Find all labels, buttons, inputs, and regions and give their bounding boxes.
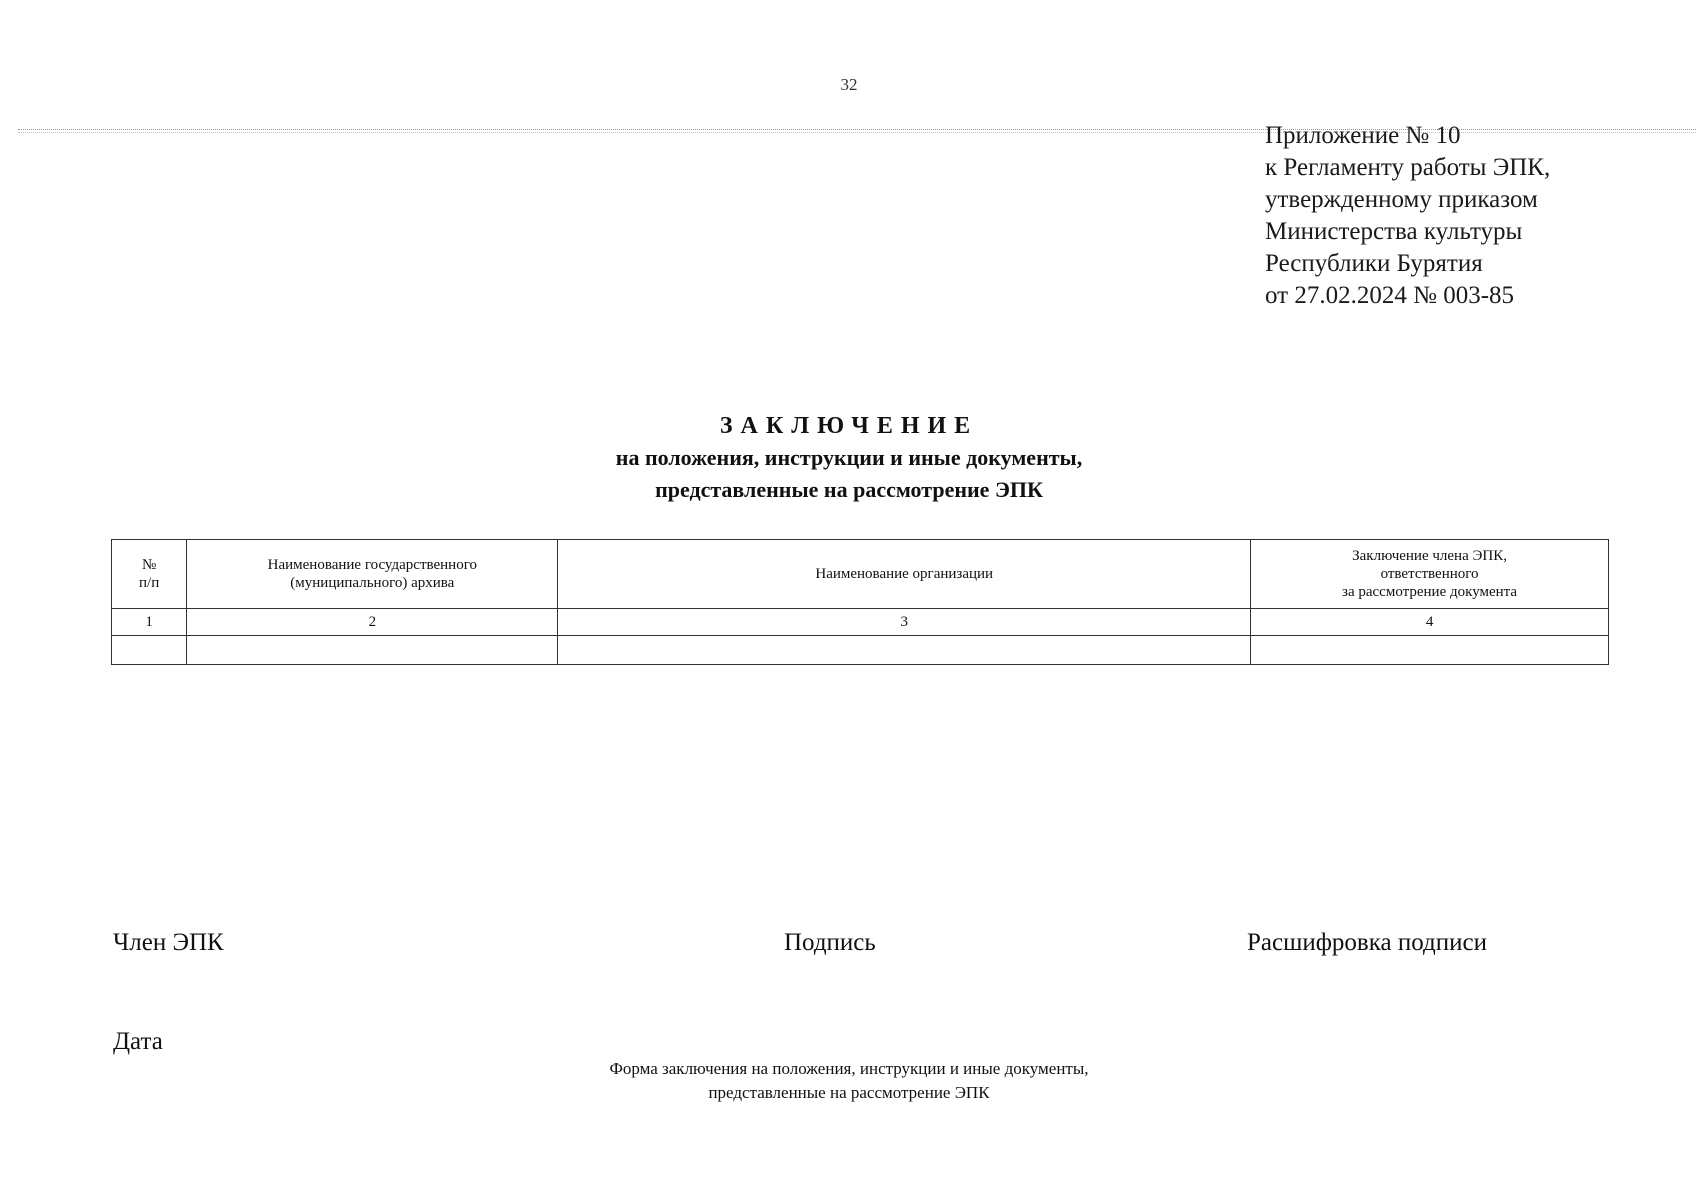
appendix-block	[1265, 120, 1550, 312]
header-cell-number	[112, 540, 187, 609]
table-column-numbers-row	[112, 609, 1609, 636]
document-title: ЗАКЛЮЧЕНИЕ	[719, 413, 979, 439]
table-cell	[187, 636, 558, 665]
appendix-line: Республики Бурятия	[1265, 250, 1483, 277]
date-label: Дата	[113, 1028, 163, 1055]
appendix-line: к Регламенту работы ЭПК,	[1265, 154, 1551, 181]
appendix-line: от 27.02.2024 № 003-85	[1265, 282, 1515, 309]
appendix-line: Министерства культуры	[1265, 218, 1523, 245]
header-cell-archive	[187, 540, 558, 609]
form-caption-line: Форма заключения на положения, инструкции и иные документы,	[609, 1059, 1089, 1078]
column-number-cell: 2	[187, 609, 558, 636]
conclusion-table	[111, 539, 1609, 665]
table-header-row	[112, 540, 1609, 609]
header-text: Наименование организации	[815, 566, 994, 582]
document-subtitle-line: на положения, инструкции и иные документы,	[615, 445, 1083, 470]
header-text: за рассмотрение документа	[1342, 584, 1518, 600]
member-label: Член ЭПК	[113, 929, 224, 956]
form-caption-line: представленные на рассмотрение ЭПК	[708, 1083, 990, 1102]
header-cell-conclusion	[1251, 540, 1609, 609]
header-cell-organization	[558, 540, 1251, 609]
header-text: (муниципального) архива	[290, 575, 455, 591]
appendix-line: Приложение № 10	[1265, 122, 1461, 149]
column-number-cell: 1	[112, 609, 187, 636]
table-cell	[558, 636, 1251, 665]
table-cell	[1251, 636, 1609, 665]
column-number-cell: 3	[558, 609, 1251, 636]
appendix-line: утвержденному приказом	[1265, 186, 1538, 213]
header-text: №	[141, 557, 157, 573]
table-cell	[112, 636, 187, 665]
header-text: Заключение члена ЭПК,	[1352, 548, 1507, 564]
table-row	[112, 636, 1609, 665]
form-caption	[0, 1057, 1698, 1105]
header-text: ответственного	[1380, 566, 1479, 582]
column-number-cell: 4	[1251, 609, 1609, 636]
header-text: Наименование государственного	[267, 557, 477, 573]
page-number: 32	[840, 75, 858, 94]
document-subtitle-line: представленные на рассмотрение ЭПК	[655, 477, 1043, 502]
signature-label: Подпись	[784, 929, 876, 956]
document-title-block	[0, 410, 1698, 506]
header-text: п/п	[139, 575, 160, 591]
signature-decoding-label: Расшифровка подписи	[1247, 929, 1487, 956]
